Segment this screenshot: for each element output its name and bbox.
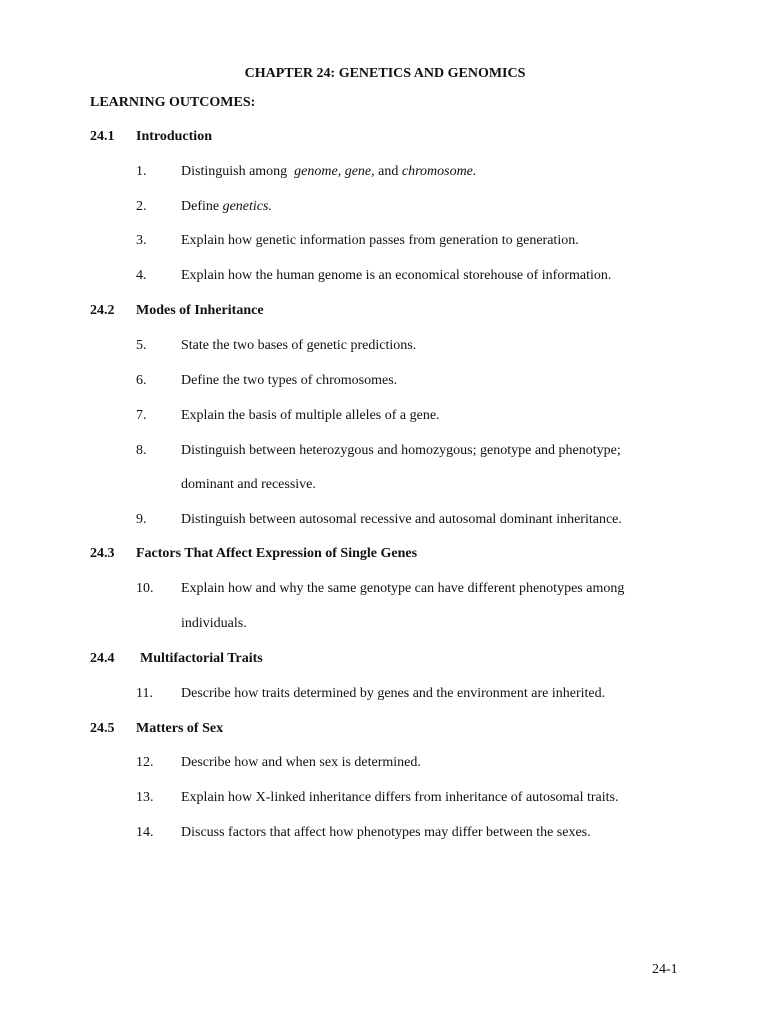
outcome-text: Explain how X-linked inheritance differs from inheritance of autosomal traits. [181,790,619,805]
outcome-text: Define genetics. [181,199,272,214]
outcome-number: 3. [136,233,147,248]
section-number: 24.1 [90,129,115,144]
page-number: 24-1 [652,962,678,977]
outcome-text: Distinguish between autosomal recessive and autosomal dominant inheritance. [181,512,622,527]
section-number: 24.5 [90,721,115,736]
outcome-text: Distinguish between heterozygous and homozygous; genotype and phenotype; [181,443,621,458]
section-title: Multifactorial Traits [140,651,263,666]
section-title: Modes of Inheritance [136,303,264,318]
section-title: Introduction [136,129,212,144]
outcome-number: 7. [136,408,147,423]
outcome-number: 1. [136,164,147,179]
outcome-number: 2. [136,199,147,214]
outcome-number: 11. [136,686,153,701]
outcome-text: Discuss factors that affect how phenotypes may differ between the sexes. [181,825,591,840]
learning-outcomes-heading: LEARNING OUTCOMES: [90,95,256,110]
outcome-text: Distinguish among genome, gene, and chromosome. [181,164,477,179]
outcome-number: 9. [136,512,147,527]
outcome-text: Describe how traits determined by genes and the environment are inherited. [181,686,606,701]
outcome-number: 8. [136,443,147,458]
outcome-text: Explain how genetic information passes from generation to generation. [181,233,579,248]
outcome-text-continued: individuals. [181,616,247,631]
outcome-text: Explain how and why the same genotype can have different phenotypes among [181,581,625,596]
outcome-text: State the two bases of genetic predictions. [181,338,417,353]
section-number: 24.4 [90,651,115,666]
outcome-text: Explain how the human genome is an economical storehouse of information. [181,268,612,283]
outcome-text: Explain the basis of multiple alleles of a gene. [181,408,440,423]
outcome-number: 10. [136,581,154,596]
section-number: 24.2 [90,303,115,318]
outcome-number: 13. [136,790,154,805]
outcome-number: 12. [136,755,154,770]
page-title: CHAPTER 24: GENETICS AND GENOMICS [244,66,526,81]
section-title: Factors That Affect Expression of Single Genes [136,546,418,561]
outcome-number: 5. [136,338,147,353]
outcome-text-continued: dominant and recessive. [181,477,316,492]
outcome-number: 4. [136,268,147,283]
outcome-number: 14. [136,825,154,840]
section-number: 24.3 [90,546,115,561]
outcome-text: Define the two types of chromosomes. [181,373,398,388]
outcome-text: Describe how and when sex is determined. [181,755,421,770]
section-title: Matters of Sex [136,721,224,736]
outcome-number: 6. [136,373,147,388]
